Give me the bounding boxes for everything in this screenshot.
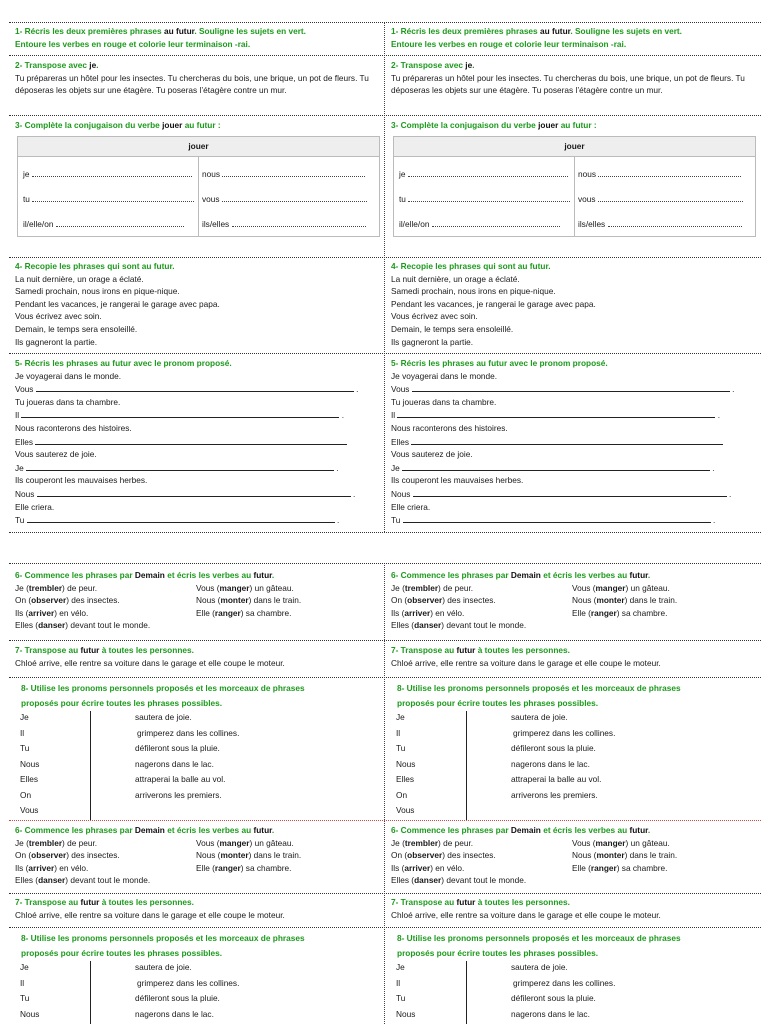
sentence-part: sautera de joie.	[511, 712, 568, 722]
exercise-7-title-suffix: à toutes les personnes.	[101, 645, 194, 655]
sentence-part: sautera de joie.	[135, 712, 192, 722]
verb: observer	[407, 850, 443, 861]
answer-line[interactable]	[402, 461, 710, 471]
verb: arriver	[404, 607, 431, 618]
sentence: Ils gagneront la partie.	[15, 336, 98, 347]
pronoun: Nous	[396, 1008, 416, 1019]
exercise-8	[391, 681, 766, 711]
pronoun-label: Je	[15, 462, 24, 473]
pronoun: Nous	[20, 758, 40, 769]
sentence-part: défileront sous la pluie.	[511, 993, 596, 1003]
pronoun-label: ils/elles	[578, 219, 606, 229]
sentence: Chloé arrive, elle rentre sa voiture dans le garage et elle coupe le moteur.	[15, 657, 285, 668]
sentence: Nous raconterons des histoires.	[15, 422, 132, 433]
verb: observer	[407, 595, 443, 606]
keyword: Demain	[134, 570, 165, 580]
answer-field[interactable]	[222, 168, 365, 177]
sentence: Je voyagerai dans le monde.	[391, 370, 498, 381]
exercise-1-title-rest: . Souligne les sujets en vert.	[194, 26, 306, 36]
verb: arriver	[28, 607, 55, 618]
sentence: Elle criera.	[15, 501, 55, 512]
answer-line[interactable]	[412, 382, 730, 392]
sentence-part: nagerons dans le lac.	[135, 1008, 214, 1019]
sentence-part: arriverons les premiers.	[511, 789, 598, 800]
verb: danser	[414, 875, 442, 886]
answer-line[interactable]	[21, 408, 339, 418]
pronoun: Nous	[396, 758, 416, 769]
sentence-part: grimperez dans les collines.	[513, 727, 616, 738]
pronoun: Tu	[396, 743, 406, 753]
separator	[9, 353, 761, 354]
exercise-2-text: Tu prépareras un hôtel pour les insectes. Tu chercheras du bois, une brique, un pot de fleurs. Tu déposeras les objets sur une étagère. Tu poseras l’étagère contre un mur.	[391, 72, 745, 96]
exercise-2-text: Tu prépareras un hôtel pour les insectes. Tu chercheras du bois, une brique, un pot de fleurs. Tu déposeras les objets sur une étagère. Tu poseras l’étagère contre un mur.	[15, 72, 369, 96]
answer-field[interactable]	[222, 193, 367, 202]
pronoun-label: vous	[202, 194, 220, 204]
sentence: Chloé arrive, elle rentre sa voiture dans le garage et elle coupe le moteur.	[15, 909, 285, 920]
verb: manger	[219, 837, 250, 848]
exercise-6: 6- Commence les phrases par Demain et écris les verbes au futur. Je (trembler) de peur. Vous (manger) un gâteau. On (observer) des insectes. Nous (monter) dans le train. Ils (arriver) en vélo. Elle (ranger) sa chambre. Elles (danser) devant tout le monde.	[391, 825, 678, 886]
exercise-4	[15, 260, 384, 348]
sentence: Samedi prochain, nous irons en pique-nique.	[15, 286, 180, 297]
exercise-3-title-suffix: au futur :	[560, 120, 597, 130]
exercise-5: 5- Récris les phrases au futur avec le pronom proposé. Je voyagerai dans le monde. Vous . Tu joueras dans ta chambre. Il . Nous raconterons des histoires. Elles Vous sauterez de joie. Je . Ils couperont les mauvaises herbes. Nous . Elle criera. Tu .	[391, 357, 760, 527]
answer-line[interactable]	[413, 487, 727, 497]
pronoun: Elles	[396, 774, 414, 784]
exercise-6: 6- Commence les phrases par Demain et écris les verbes au futur. Je (trembler) de peur. Vous (manger) un gâteau. On (observer) des insectes. Nous (monter) dans le train. Ils (arriver) en vélo. Elle (ranger) sa chambre. Elles (danser) devant tout le monde.	[15, 825, 302, 886]
exercise-7	[391, 644, 760, 669]
sentence-part: sautera de joie.	[135, 962, 192, 972]
separator	[9, 115, 761, 116]
exercise-6: 6- Commence les phrases par Demain et écris les verbes au futur. Je (trembler) de peur. Vous (manger) un gâteau. On (observer) des insectes. Nous (monter) dans le train. Ils (arriver) en vélo. Elle (ranger) sa chambre. Elles (danser) devant tout le monde.	[391, 570, 678, 631]
exercise-1	[391, 25, 760, 50]
exercise-7-title: 7- Transpose au	[15, 645, 79, 655]
pronoun-label: ils/elles	[202, 219, 230, 229]
exercise-4-title: 4- Recopie les phrases qui sont au futur.	[15, 261, 175, 271]
answer-line[interactable]	[411, 435, 723, 445]
sentence: Pendant les vacances, je rangerai le garage avec papa.	[15, 298, 220, 309]
exercise-1-title-line2: Entoure les verbes en rouge et colorie leur terminaison -rai.	[15, 38, 251, 49]
pronoun-table	[391, 711, 760, 820]
answer-field[interactable]	[32, 168, 192, 177]
sentence: Samedi prochain, nous irons en pique-nique.	[391, 286, 556, 297]
keyword: futur	[253, 825, 272, 835]
pronoun: Je	[20, 712, 29, 722]
keyword: au futur	[163, 26, 195, 36]
keyword: je	[89, 60, 97, 70]
keyword: futur	[253, 570, 272, 580]
keyword: je	[465, 60, 473, 70]
exercise-7-title: 7- Transpose au	[15, 897, 79, 907]
sentence: Ils couperont les mauvaises herbes.	[15, 475, 148, 486]
conjugation-table-title: jouer	[394, 137, 755, 157]
sentence-part: arriverons les premiers.	[135, 789, 222, 800]
answer-line[interactable]	[35, 435, 347, 445]
exercise-6-title-mid: et écris les verbes au	[543, 570, 628, 580]
keyword: Demain	[510, 825, 541, 835]
sentence-part: défileront sous la pluie.	[135, 743, 220, 753]
verb: monter	[596, 595, 625, 606]
sentence-part: grimperez dans les collines.	[513, 977, 616, 988]
answer-field[interactable]	[232, 218, 366, 227]
separator	[9, 55, 761, 56]
pronoun: Je	[396, 712, 405, 722]
sentence: Vous écrivez avec soin.	[15, 311, 102, 322]
pronoun-label: Nous	[15, 488, 35, 499]
keyword: futur	[629, 570, 648, 580]
answer-line[interactable]	[27, 513, 335, 523]
keyword: jouer	[538, 120, 559, 130]
sentence-part: défileront sous la pluie.	[135, 993, 220, 1003]
sentence-part: grimperez dans les collines.	[137, 727, 240, 738]
keyword: au futur	[539, 26, 571, 36]
verb: monter	[596, 850, 625, 861]
exercise-3	[391, 119, 760, 132]
pronoun: Il	[396, 977, 401, 988]
verb: observer	[31, 595, 67, 606]
pronoun: Tu	[20, 743, 30, 753]
exercise-1-title-rest: . Souligne les sujets en vert.	[570, 26, 682, 36]
sentence: Vous sauterez de joie.	[15, 449, 97, 460]
punctuation: .	[472, 60, 475, 70]
exercise-8	[15, 681, 390, 711]
exercise-7	[391, 896, 760, 921]
exercise-6-title-mid: et écris les verbes au	[167, 570, 252, 580]
verb: manger	[219, 582, 250, 593]
answer-line[interactable]	[397, 408, 715, 418]
answer-field[interactable]	[432, 218, 560, 227]
exercise-6-title: 6- Commence les phrases par	[15, 825, 133, 835]
exercise-6-title: 6- Commence les phrases par	[15, 570, 133, 580]
exercise-8	[15, 931, 390, 961]
exercise-8	[391, 931, 766, 961]
punctuation: .	[271, 570, 275, 580]
answer-field[interactable]	[408, 193, 570, 202]
exercise-1-title: 1- Récris les deux premières phrases	[15, 26, 162, 36]
verb: manger	[595, 837, 626, 848]
exercise-7-title: 7- Transpose au	[391, 897, 455, 907]
verb: arriver	[404, 862, 431, 873]
pronoun-label: Vous	[391, 384, 410, 395]
pronoun: Je	[20, 962, 29, 972]
keyword: Demain	[510, 570, 541, 580]
exercise-7	[15, 896, 384, 921]
exercise-2-title: 2- Transpose avec	[15, 60, 87, 70]
pronoun: Il	[20, 727, 25, 738]
pronoun-label: vous	[578, 194, 596, 204]
separator	[9, 22, 761, 23]
separator	[9, 893, 761, 894]
separator	[9, 257, 761, 258]
exercise-7-title-suffix: à toutes les personnes.	[101, 897, 194, 907]
sentence: Pendant les vacances, je rangerai le garage avec papa.	[391, 298, 596, 309]
sentence-part: attraperai la balle au vol.	[135, 774, 226, 784]
exercise-3-title: 3- Complète la conjugaison du verbe	[15, 120, 160, 130]
exercise-7-title-suffix: à toutes les personnes.	[477, 645, 570, 655]
pronoun-label: je	[399, 169, 406, 179]
pronoun-label: nous	[578, 169, 596, 179]
keyword: futur	[80, 645, 100, 655]
sentence-part: nagerons dans le lac.	[511, 1008, 590, 1019]
pronoun-label: il/elle/on	[23, 219, 54, 229]
pronoun-label: Tu	[391, 515, 401, 526]
answer-line[interactable]	[36, 382, 354, 392]
exercise-3-title: 3- Complète la conjugaison du verbe	[391, 120, 536, 130]
pronoun: Vous	[396, 805, 415, 815]
pronoun-label: Vous	[15, 384, 34, 395]
verb: monter	[220, 850, 249, 861]
exercise-5-title: 5- Récris les phrases au futur avec le pronom proposé.	[391, 358, 608, 368]
keyword: Demain	[134, 825, 165, 835]
pronoun-label: Je	[391, 462, 400, 473]
exercise-3	[15, 119, 384, 132]
exercise-2-title: 2- Transpose avec	[391, 60, 463, 70]
pronoun: Il	[20, 977, 25, 988]
exercise-8-title: 8- Utilise les pronoms personnels proposés et les morceaux de phrases	[21, 933, 305, 943]
exercise-8-title: 8- Utilise les pronoms personnels proposés et les morceaux de phrases	[397, 683, 681, 693]
pronoun-label: Il	[15, 410, 20, 421]
pronoun: Il	[396, 727, 401, 738]
pronoun-label: Elles	[15, 436, 33, 447]
sentence: Vous écrivez avec soin.	[391, 311, 478, 322]
answer-line[interactable]	[37, 487, 351, 497]
verb: monter	[220, 595, 249, 606]
punctuation: .	[647, 825, 651, 835]
exercise-6-title-mid: et écris les verbes au	[543, 825, 628, 835]
verb: trembler	[404, 837, 439, 848]
cut-separator	[9, 820, 761, 821]
pronoun-label: Tu	[15, 515, 25, 526]
keyword: futur	[456, 897, 476, 907]
punctuation: .	[647, 570, 651, 580]
keyword: futur	[80, 897, 100, 907]
sentence: Tu joueras dans ta chambre.	[15, 396, 121, 407]
verb: trembler	[404, 582, 439, 593]
pronoun-table	[15, 711, 384, 820]
separator	[9, 677, 761, 678]
pronoun-table	[15, 961, 384, 1024]
exercise-8-title-line2: proposés pour écrire toutes les phrases possibles.	[21, 948, 223, 958]
exercise-2	[15, 59, 384, 97]
verb: ranger	[214, 862, 241, 873]
verb: danser	[38, 875, 66, 886]
pronoun-label: il/elle/on	[399, 219, 430, 229]
exercise-8-title-line2: proposés pour écrire toutes les phrases possibles.	[21, 698, 223, 708]
exercise-1-title-line2: Entoure les verbes en rouge et colorie leur terminaison -rai.	[391, 38, 627, 49]
sentence: Elle criera.	[391, 501, 431, 512]
exercise-6-title-mid: et écris les verbes au	[167, 825, 252, 835]
pronoun-label: Elles	[391, 436, 409, 447]
sentence: Vous sauterez de joie.	[391, 449, 473, 460]
sentence: Tu joueras dans ta chambre.	[391, 396, 497, 407]
exercise-1-title: 1- Récris les deux premières phrases	[391, 26, 538, 36]
pronoun-label: nous	[202, 169, 220, 179]
sentence: Chloé arrive, elle rentre sa voiture dans le garage et elle coupe le moteur.	[391, 657, 661, 668]
verb: danser	[414, 620, 442, 631]
sentence: Nous raconterons des histoires.	[391, 422, 508, 433]
keyword: jouer	[162, 120, 183, 130]
verb: manger	[595, 582, 626, 593]
sentence: Je voyagerai dans le monde.	[15, 370, 122, 381]
verb: ranger	[214, 607, 241, 618]
sentence-part: défileront sous la pluie.	[511, 743, 596, 753]
exercise-6: 6- Commence les phrases par Demain et écris les verbes au futur. Je (trembler) de peur. Vous (manger) un gâteau. On (observer) des insectes. Nous (monter) dans le train. Ils (arriver) en vélo. Elle (ranger) sa chambre. Elles (danser) devant tout le monde.	[15, 570, 302, 631]
pronoun: Vous	[20, 805, 39, 815]
verb: trembler	[28, 582, 63, 593]
verb: ranger	[590, 862, 617, 873]
sentence: La nuit dernière, un orage a éclaté.	[15, 273, 144, 284]
pronoun: Je	[396, 962, 405, 972]
keyword: futur	[456, 645, 476, 655]
verb: arriver	[28, 862, 55, 873]
exercise-7-title: 7- Transpose au	[391, 645, 455, 655]
sentence: Ils gagneront la partie.	[391, 336, 474, 347]
conjugation-table-title: jouer	[18, 137, 379, 157]
exercise-7-title-suffix: à toutes les personnes.	[477, 897, 570, 907]
exercise-2	[391, 59, 760, 97]
sentence-part: grimperez dans les collines.	[137, 977, 240, 988]
pronoun: On	[396, 789, 408, 800]
exercise-6-title: 6- Commence les phrases par	[391, 570, 509, 580]
sentence: Demain, le temps sera ensoleillé.	[15, 323, 138, 334]
separator	[9, 563, 761, 564]
answer-line[interactable]	[403, 513, 711, 523]
separator	[9, 532, 761, 533]
answer-field[interactable]	[598, 168, 741, 177]
verb: danser	[38, 620, 66, 631]
verb: ranger	[590, 607, 617, 618]
pronoun: Tu	[396, 993, 406, 1003]
punctuation: .	[96, 60, 99, 70]
answer-field[interactable]	[598, 193, 743, 202]
sentence: Demain, le temps sera ensoleillé.	[391, 323, 514, 334]
sentence: Ils couperont les mauvaises herbes.	[391, 475, 524, 486]
sentence-part: attraperai la balle au vol.	[511, 774, 602, 784]
sentence: Chloé arrive, elle rentre sa voiture dans le garage et elle coupe le moteur.	[391, 909, 661, 920]
exercise-3-title-suffix: au futur :	[184, 120, 221, 130]
punctuation: .	[271, 825, 275, 835]
sentence-part: nagerons dans le lac.	[511, 758, 590, 769]
exercise-4-title: 4- Recopie les phrases qui sont au futur.	[391, 261, 551, 271]
exercise-4	[391, 260, 760, 348]
answer-field[interactable]	[32, 193, 194, 202]
answer-field[interactable]	[608, 218, 742, 227]
pronoun: On	[20, 789, 32, 800]
sentence: La nuit dernière, un orage a éclaté.	[391, 273, 520, 284]
exercise-5-title: 5- Récris les phrases au futur avec le pronom proposé.	[15, 358, 232, 368]
sentence-part: sautera de joie.	[511, 962, 568, 972]
pronoun-label: tu	[23, 194, 30, 204]
exercise-6-title: 6- Commence les phrases par	[391, 825, 509, 835]
verb: trembler	[28, 837, 63, 848]
pronoun-label: Nous	[391, 488, 411, 499]
keyword: futur	[629, 825, 648, 835]
pronoun-label: je	[23, 169, 30, 179]
exercise-7	[15, 644, 384, 669]
conjugation-table	[393, 136, 756, 237]
exercise-8-title-line2: proposés pour écrire toutes les phrases possibles.	[397, 948, 599, 958]
exercise-5: 5- Récris les phrases au futur avec le pronom proposé. Je voyagerai dans le monde. Vous . Tu joueras dans ta chambre. Il . Nous raconterons des histoires. Elles Vous sauterez de joie. Je . Ils couperont les mauvaises herbes. Nous . Elle criera. Tu .	[15, 357, 384, 527]
answer-line[interactable]	[26, 461, 334, 471]
separator	[9, 640, 761, 641]
pronoun-label: tu	[399, 194, 406, 204]
pronoun: Tu	[20, 993, 30, 1003]
pronoun-label: Il	[391, 410, 396, 421]
pronoun: Nous	[20, 1008, 40, 1019]
separator	[9, 927, 761, 928]
exercise-8-title: 8- Utilise les pronoms personnels proposés et les morceaux de phrases	[21, 683, 305, 693]
answer-field[interactable]	[408, 168, 568, 177]
conjugation-table	[17, 136, 380, 237]
pronoun-table	[391, 961, 760, 1024]
exercise-1	[15, 25, 384, 50]
exercise-8-title: 8- Utilise les pronoms personnels proposés et les morceaux de phrases	[397, 933, 681, 943]
sentence-part: nagerons dans le lac.	[135, 758, 214, 769]
verb: observer	[31, 850, 67, 861]
pronoun: Elles	[20, 774, 38, 784]
exercise-8-title-line2: proposés pour écrire toutes les phrases possibles.	[397, 698, 599, 708]
answer-field[interactable]	[56, 218, 184, 227]
